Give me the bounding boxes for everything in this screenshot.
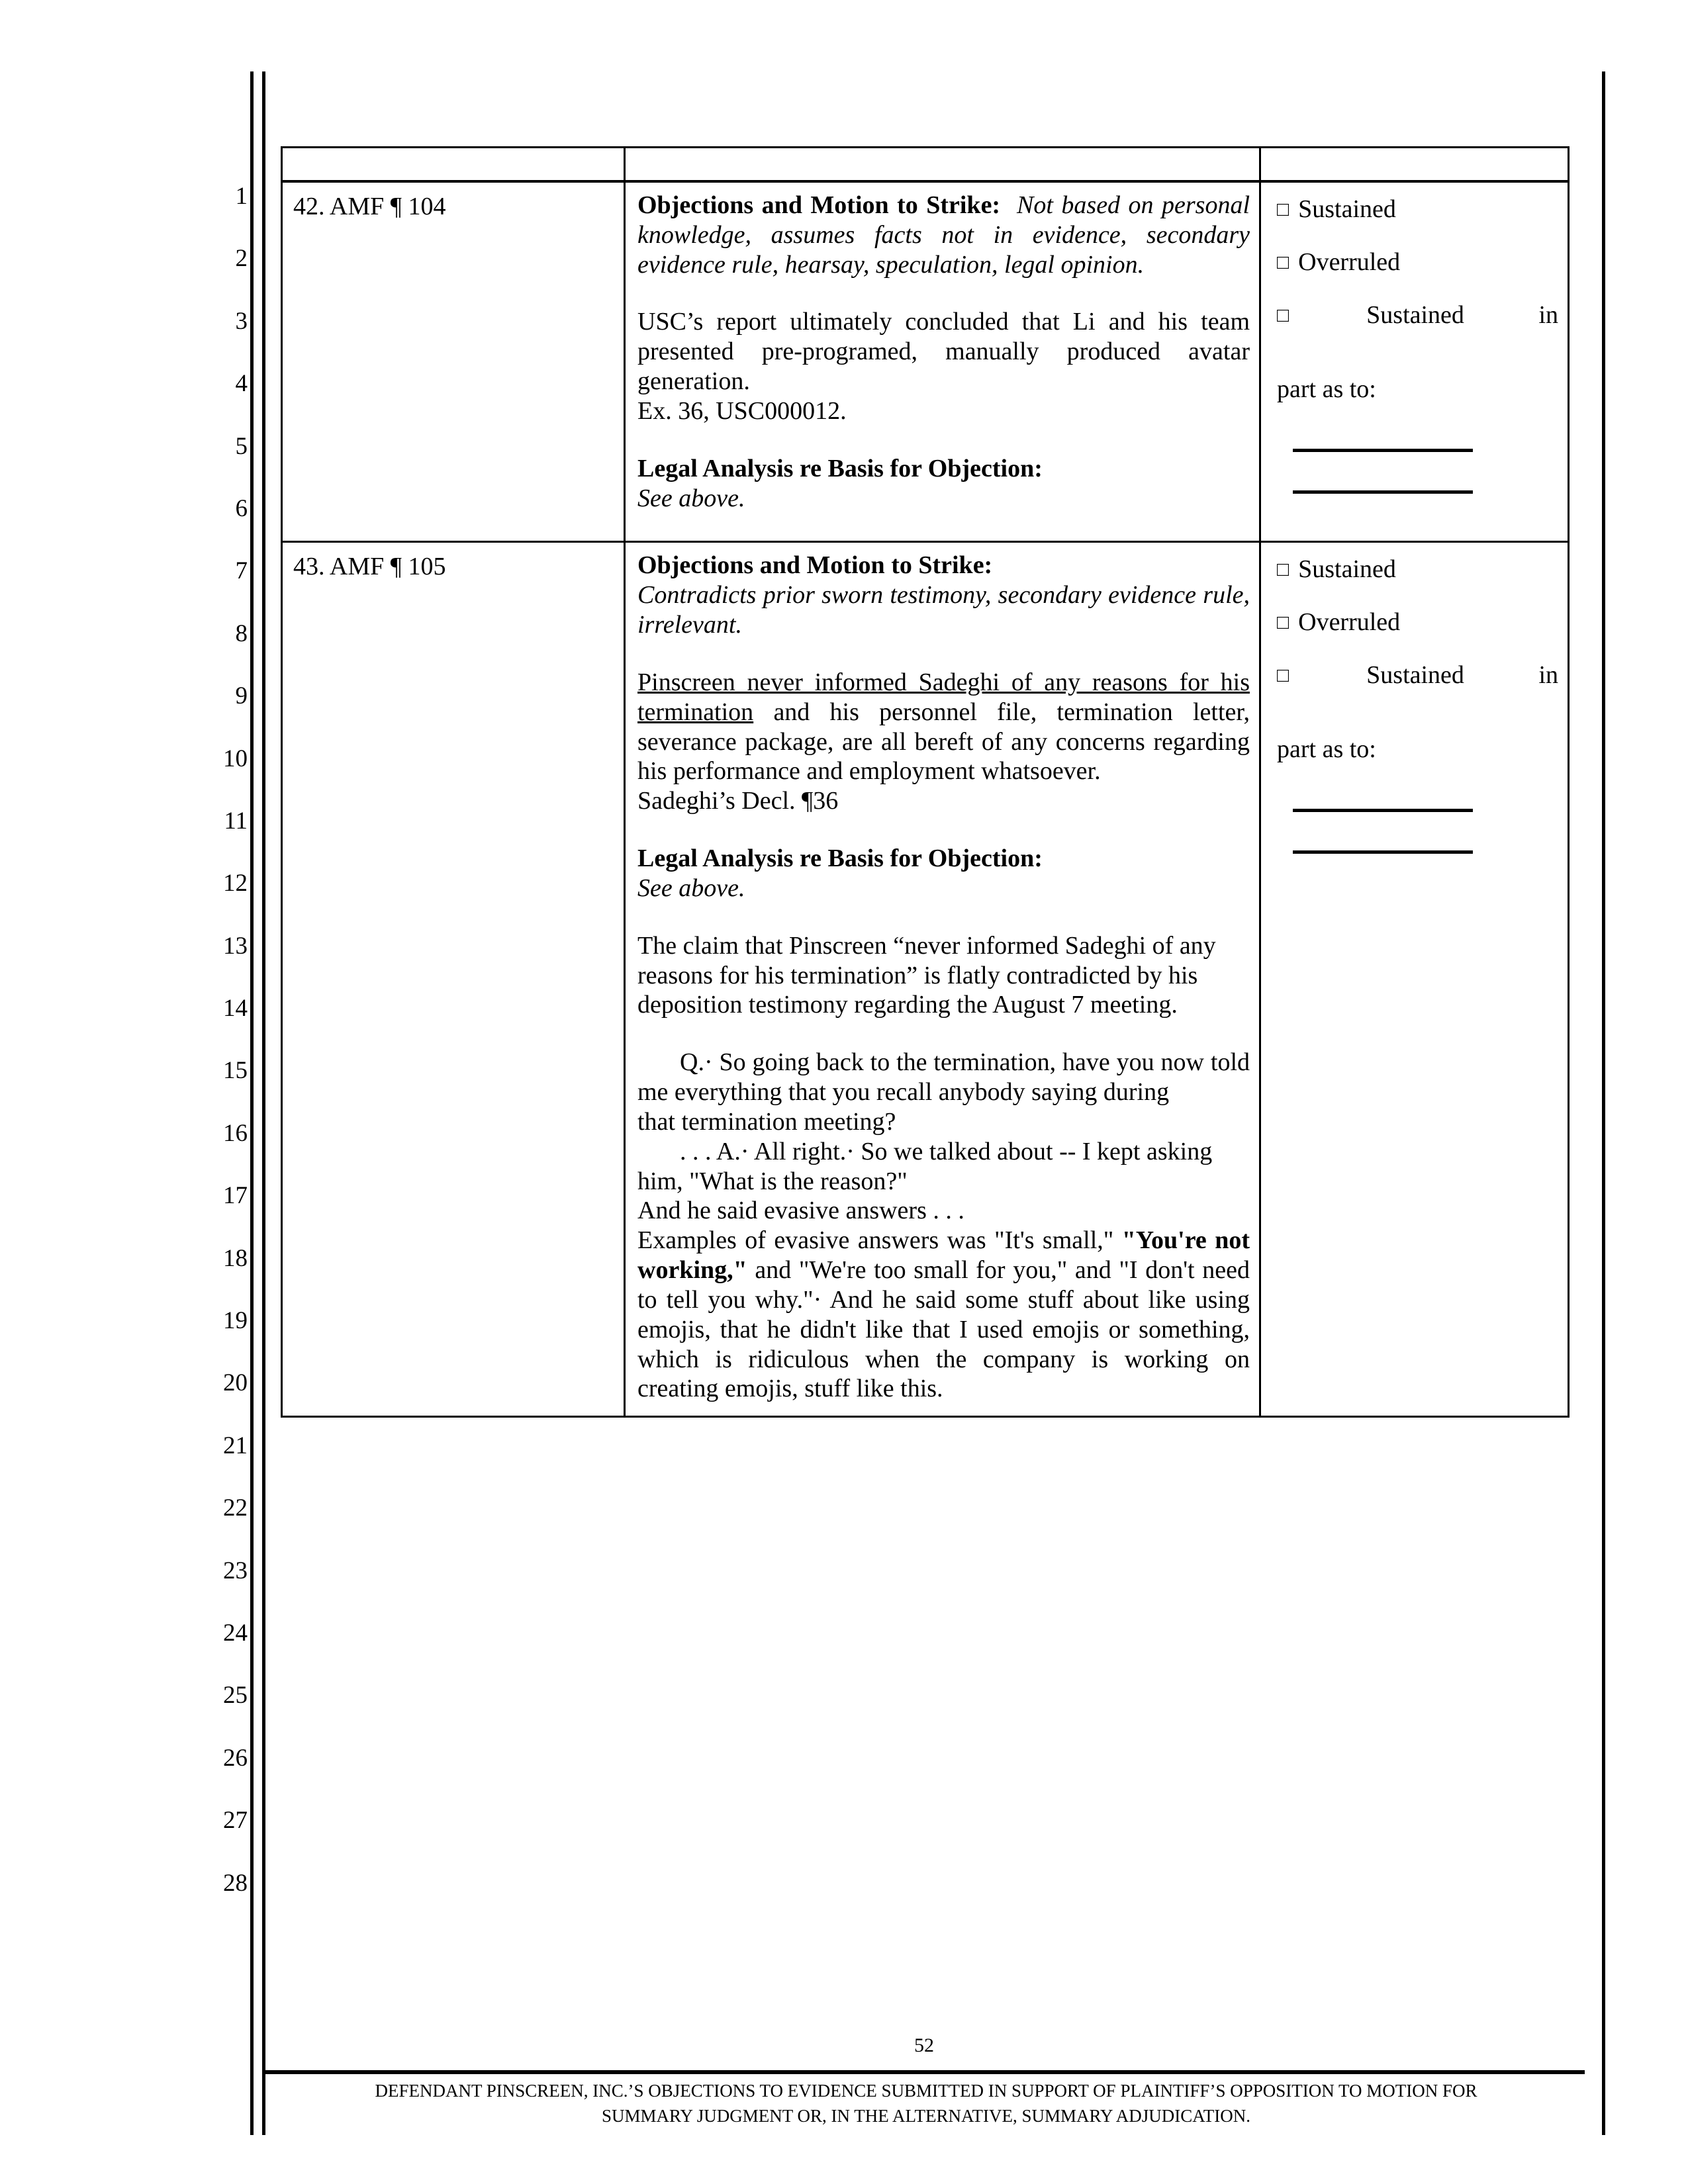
line-number: 10 (223, 745, 248, 772)
evidence-citation: Sadeghi’s Decl. ¶36 (637, 787, 839, 815)
deposition-answer-line-1: . . . A.· All right.· So we talked about -- I kept asking (680, 1137, 1213, 1165)
legal-analysis-heading-text: Legal Analysis re Basis for Objection: (637, 844, 1043, 873)
ruling-option-label: Sustained (1298, 195, 1396, 223)
legal-analysis-paragraph: The claim that Pinscreen “never informed Sadeghi of any reasons for his termination” is flatly contradicted by his deposition testimony regarding the August 7 meeting. (637, 931, 1216, 1019)
checkbox-icon[interactable]: □ (1277, 612, 1289, 634)
paragraph-gap (637, 816, 1250, 844)
objections-table (281, 146, 1570, 1418)
line-number: 24 (223, 1619, 248, 1647)
objection-heading: Objections and Motion to Strike: (637, 551, 993, 580)
line-number: 21 (223, 1432, 248, 1459)
row-number-cell (282, 181, 625, 542)
line-number: 19 (223, 1307, 248, 1335)
checkbox-icon[interactable]: □ (1277, 251, 1289, 273)
evidence-quote: USC’s report ultimately concluded that Li and his team presented pre-programed, manually produced avatar generation. (637, 308, 1250, 396)
evidence-citation: Ex. 36, USC000012. (637, 396, 847, 425)
line-number: 28 (223, 1869, 248, 1897)
line-number: 11 (224, 807, 248, 835)
page-number: 52 (914, 2034, 934, 2056)
paragraph-gap (637, 640, 1250, 668)
spacer-cell-body (625, 148, 1260, 182)
line-number: 15 (223, 1057, 248, 1085)
evidence-quote-rest: and his personnel file, termination letter, severance package, are all bereft of any concerns regarding his performance and employment whatsoever. (637, 698, 1250, 786)
legal-analysis-body (637, 874, 1250, 903)
amf-reference-label: 42. AMF ¶ 104 (293, 193, 446, 220)
objection-heading-line (637, 551, 1250, 580)
deposition-answer-line-4 (637, 1226, 1250, 1404)
ruling-write-in-line-2[interactable] (1293, 490, 1473, 494)
line-number: 6 (235, 494, 248, 522)
checkbox-icon[interactable]: □ (1277, 559, 1289, 581)
objection-grounds: Contradicts prior sworn testimony, secondary evidence rule, irrelevant. (637, 581, 1250, 639)
ruling-option-label-tail: part as to: (1277, 735, 1376, 764)
legal-analysis-heading (637, 454, 1250, 484)
evidence-quote (637, 668, 1250, 786)
deposition-question-line-2: that termination meeting? (637, 1107, 896, 1136)
legal-analysis-heading-text: Legal Analysis re Basis for Objection: (637, 454, 1043, 482)
evidence-quote-underlined: Pinscreen never informed Sadeghi of any reasons for his termination (637, 668, 1250, 726)
line-number: 2 (235, 245, 248, 273)
paragraph-gap (637, 279, 1250, 307)
paragraph-gap (637, 903, 1250, 931)
legal-analysis-body-text: See above. (637, 484, 745, 512)
line-number: 20 (223, 1369, 248, 1397)
objection-grounds: Not based on personal knowledge, assumes facts not in evidence, secondary evidence rule, hearsay, speculation, legal opinion. (637, 191, 1250, 279)
paragraph-gap (637, 426, 1250, 454)
footer-divider (265, 2070, 1585, 2074)
line-number: 14 (223, 995, 248, 1023)
footer-caption-line-1: DEFENDANT PINSCREEN, INC.’S OBJECTIONS TO EVIDENCE SUBMITTED IN SUPPORT OF PLAINTIFF’S OPPOSITION TO MOTION FOR (375, 2081, 1477, 2101)
table-header-spacer-row (282, 148, 1569, 182)
checkbox-icon[interactable]: □ (1277, 199, 1289, 220)
objection-statement (637, 191, 1250, 279)
line-number: 27 (223, 1807, 248, 1835)
row-number-cell (282, 542, 625, 1417)
ruling-option-label: Overruled (1298, 248, 1401, 276)
row-ruling-cell (1260, 181, 1569, 542)
depo-answer-emphasis: "You're not working," (637, 1226, 1250, 1285)
legal-analysis-body-text: See above. (637, 874, 745, 902)
line-number: 12 (223, 870, 248, 897)
line-number: 23 (223, 1557, 248, 1584)
ruling-option-overruled[interactable] (1277, 605, 1558, 641)
ruling-option-overruled[interactable] (1277, 245, 1558, 281)
legal-analysis-heading (637, 844, 1250, 874)
line-number: 22 (223, 1494, 248, 1522)
ruling-option-label-tail: part as to: (1277, 375, 1376, 403)
paragraph-gap (637, 513, 1250, 529)
footer-caption (267, 2078, 1585, 2129)
line-number: 13 (223, 932, 248, 960)
footer-caption-line-2: SUMMARY JUDGMENT OR, IN THE ALTERNATIVE, SUMMARY ADJUDICATION. (601, 2106, 1251, 2126)
checkbox-icon[interactable]: □ (1277, 664, 1358, 687)
ruling-option-sustained-in-part[interactable] (1277, 298, 1558, 369)
amf-reference-label: 43. AMF ¶ 105 (293, 553, 446, 581)
row-body-cell (625, 181, 1260, 542)
row-body-cell (625, 542, 1260, 1417)
row-ruling-cell (1260, 542, 1569, 1417)
line-number: 16 (223, 1119, 248, 1147)
ruling-option-sustained-in-part[interactable] (1277, 658, 1558, 729)
objection-grounds-line (637, 580, 1250, 640)
line-number: 17 (223, 1182, 248, 1210)
line-number: 18 (223, 1244, 248, 1272)
deposition-answer-line-2: him, "What is the reason?" (637, 1167, 908, 1195)
ruling-option-label: Overruled (1298, 608, 1401, 637)
line-number: 4 (235, 370, 248, 398)
deposition-answer-line-3: And he said evasive answers . . . (637, 1197, 964, 1225)
ruling-option-label: Sustained (1298, 555, 1396, 584)
depo-answer-pre: Examples of evasive answers was "It's small," (637, 1226, 1122, 1255)
table-row (282, 542, 1569, 1417)
line-number: 26 (223, 1744, 248, 1772)
checkbox-icon[interactable]: □ (1277, 304, 1358, 326)
line-number: 8 (235, 619, 248, 647)
spacer-cell-ruling (1260, 148, 1569, 182)
line-number: 25 (223, 1682, 248, 1709)
line-number: 7 (235, 557, 248, 585)
line-number: 9 (235, 682, 248, 710)
legal-analysis-body (637, 484, 1250, 514)
ruling-option-label: Sustained in (1366, 300, 1559, 329)
spacer-cell-number (282, 148, 625, 182)
deposition-question-line-1: Q.· So going back to the termination, have you now told me everything that you recall anybody saying during (637, 1048, 1250, 1107)
pleading-rule-left-outer (250, 71, 254, 2135)
pleading-rule-left-inner (262, 71, 265, 2135)
paragraph-gap (637, 1020, 1250, 1048)
pleading-rule-right (1602, 71, 1605, 2135)
ruling-option-label: Sustained in (1366, 661, 1559, 690)
line-number: 5 (235, 432, 248, 460)
ruling-option-sustained[interactable] (1277, 192, 1558, 228)
line-number: 3 (235, 307, 248, 335)
depo-answer-post: and "We're too small for you," and "I don't need to tell you why."· And he said some stuff about like using emojis, that he didn't like that I used emojis or something, which is ridiculous when the company is working on creating emojis, stuff like this. (637, 1256, 1250, 1403)
ruling-write-in-line-1[interactable] (1293, 809, 1473, 812)
line-number-column (199, 165, 248, 1915)
table-row (282, 181, 1569, 542)
ruling-option-sustained[interactable] (1277, 552, 1558, 588)
objection-heading: Objections and Motion to Strike: (637, 191, 1001, 219)
line-number: 1 (235, 183, 248, 210)
ruling-write-in-line-1[interactable] (1293, 449, 1473, 452)
ruling-write-in-line-2[interactable] (1293, 850, 1473, 854)
